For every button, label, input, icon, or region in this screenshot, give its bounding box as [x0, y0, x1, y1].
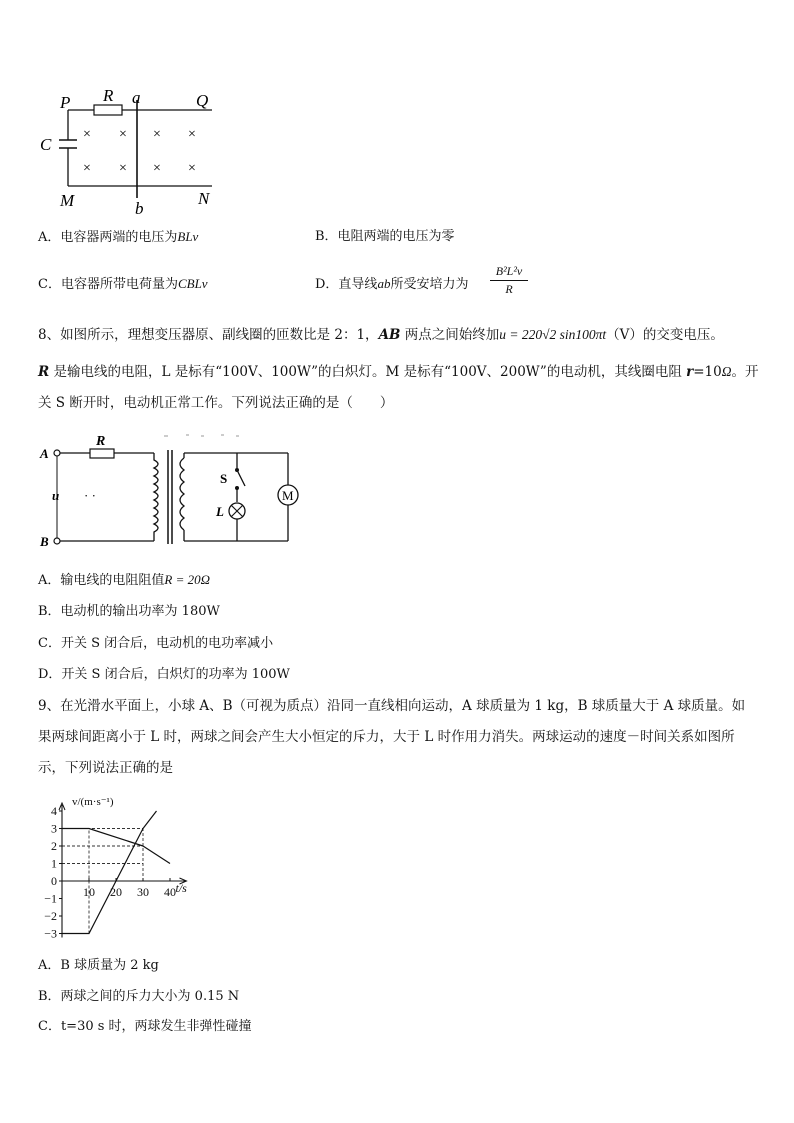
svg-text:×: ×: [119, 161, 127, 176]
svg-text:×: ×: [119, 127, 127, 142]
y-tick-label: 1: [51, 856, 57, 871]
q9-stem-line3: 示，下列说法正确的是: [38, 760, 173, 776]
q7-option-b: B．电阻两端的电压为零: [315, 229, 455, 244]
svg-text:×: ×: [188, 161, 196, 176]
terminal-b: [54, 538, 60, 544]
figure-transformer-circuit: [36, 430, 306, 552]
dots: · ·: [84, 488, 96, 503]
q9-stem-line2: 果两球间距离小于 L 时，两球之间会产生大小恒定的斥力，大于 L 时作用力消失。两球运动的速度－时间关系如图所: [38, 729, 735, 745]
x-tick-label: 30: [137, 885, 149, 899]
series-line-0: [62, 829, 143, 847]
svg-text:×: ×: [153, 161, 161, 176]
y-tick-label: −2: [44, 909, 57, 923]
label-l: L: [216, 504, 224, 519]
switch-s: [237, 470, 245, 486]
resistor-r: [90, 449, 114, 458]
figure-rails-capacitor: [40, 86, 230, 216]
q9-option-c: C．t=30 s 时，两球发生非弹性碰撞: [38, 1019, 252, 1034]
x-tick-label: 40: [164, 885, 176, 899]
secondary-coil: [180, 458, 184, 530]
q8-stem-line2: R 是输电线的电阻，L 是标有“100V、100W”的白炽灯。M 是标有“100V、200W”的电动机，其线圈电阻 r=10Ω。开: [38, 364, 759, 380]
x-tick-label: 20: [110, 885, 122, 899]
y-tick-label: 3: [51, 821, 57, 836]
y-tick-label: −3: [44, 926, 57, 941]
magnetic-field-marks: [83, 127, 196, 176]
q8-option-d: D．开关 S 闭合后，白炽灯的功率为 100W: [38, 667, 290, 682]
q8-stem-line3: 关 S 断开时，电动机正常工作。下列说法正确的是（ ）: [38, 395, 394, 411]
scan-marks: [164, 435, 239, 436]
chart-labels: [44, 796, 187, 941]
label-b: B: [40, 534, 49, 549]
svg-text:×: ×: [83, 161, 91, 176]
resistor-r: [94, 105, 122, 115]
svg-text:×: ×: [83, 127, 91, 142]
q7-option-d: D．直导线ab所受安培力为: [315, 276, 469, 292]
series-line-2: [143, 811, 157, 829]
y-tick-label: 0: [51, 874, 57, 888]
series-line-3: [143, 846, 170, 864]
y-tick-label: −1: [44, 891, 57, 906]
label-n: N: [198, 189, 210, 208]
q7-option-d-fraction: B²L²v R: [488, 264, 530, 297]
y-axis-label: v/(m·s⁻¹): [72, 796, 114, 808]
primary-coil: [154, 453, 158, 541]
q9-stem-line1: 9、在光滑水平面上，小球 A、B（可视为质点）沿同一直线相向运动，A 球质量为 1 kg，B 球质量大于 A 球质量。如: [38, 698, 746, 714]
q9-option-a: A．B 球质量为 2 kg: [38, 958, 159, 973]
q7-option-c: C．电容器所带电荷量为CBLv: [38, 276, 208, 292]
y-tick-label: 4: [51, 804, 57, 818]
label-s: S: [220, 471, 228, 486]
chart-axes: [59, 803, 187, 938]
label-b: b: [135, 199, 144, 216]
q8-option-c: C．开关 S 闭合后，电动机的电功率减小: [38, 636, 274, 651]
svg-text:×: ×: [153, 127, 161, 142]
label-r: R: [96, 434, 106, 449]
q8-option-a: A．输电线的电阻阻值R = 20Ω: [38, 572, 211, 588]
label-motor-m: M: [282, 488, 294, 503]
terminal-a: [54, 450, 60, 456]
x-tick-label: 10: [83, 885, 95, 899]
label-u: u: [52, 488, 60, 503]
label-c: C: [40, 135, 52, 154]
label-r: R: [103, 86, 114, 105]
chart-series: [62, 811, 170, 934]
q7-option-a: A．电容器两端的电压为BLv: [38, 229, 199, 245]
y-tick-label: 2: [51, 839, 57, 853]
label-q: Q: [196, 91, 209, 110]
svg-text:×: ×: [188, 127, 196, 142]
label-a: A: [40, 446, 49, 461]
q8-stem-line1: 8、如图所示，理想变压器原、副线圈的匝数比是 2：1，AB 两点之间始终加u = 220√2 sin100πt（V）的交变电压。: [38, 327, 724, 343]
q9-option-b: B．两球之间的斥力大小为 0.15 N: [38, 989, 240, 1004]
q8-option-b: B．电动机的输出功率为 180W: [38, 604, 220, 619]
label-p: P: [60, 93, 71, 112]
label-m: M: [60, 191, 75, 210]
velocity-time-chart: [30, 786, 220, 944]
label-a: a: [132, 88, 141, 107]
x-axis-label: t/s: [175, 881, 187, 895]
